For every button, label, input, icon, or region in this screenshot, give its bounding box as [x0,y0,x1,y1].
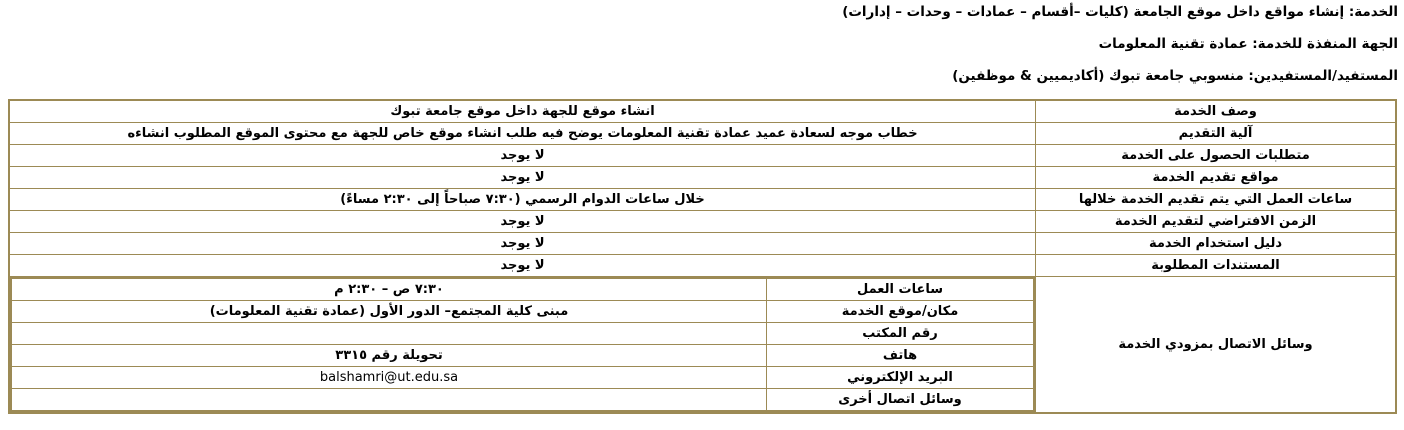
contact-section [9,277,1036,414]
row-label-documents: المستندات المطلوبة [1036,255,1397,277]
table-row [9,255,1396,277]
row-label-locations: مواقع تقديم الخدمة [1036,167,1397,189]
table-row [11,278,1034,301]
table-row [11,301,1034,323]
table-row [9,277,1396,414]
table-row [9,233,1396,255]
contact-label-phone: هاتف [767,345,1035,367]
contact-label-location: مكان/موقع الخدمة [767,301,1035,323]
row-value-requirements: لا يوجد [9,145,1036,167]
contact-value-other [11,389,767,412]
row-value-documents: لا يوجد [9,255,1036,277]
row-label-working-hours: ساعات العمل التي يتم تقديم الخدمة خلالها [1036,189,1397,211]
contact-value-hours: ٧:٣٠ ص – ٢:٣٠ م [11,278,767,301]
table-row [11,345,1034,367]
table-row [9,189,1396,211]
contact-label-office: رقم المكتب [767,323,1035,345]
beneficiary-line: المستفيد/المستفيدين: منسوبي جامعة تبوك (أكاديميين & موظفين) [952,68,1398,84]
service-details-table [8,99,1397,414]
table-row [11,389,1034,412]
row-label-user-guide: دليل استخدام الخدمة [1036,233,1397,255]
row-value-user-guide: لا يوجد [9,233,1036,255]
row-value-default-time: لا يوجد [9,211,1036,233]
contact-section-label: وسائل الاتصال بمزودي الخدمة [1036,277,1397,414]
row-label-requirements: متطلبات الحصول على الخدمة [1036,145,1397,167]
row-label-submission: آلية التقديم [1036,123,1397,145]
contact-value-phone: تحويلة رقم ٣٣١٥ [11,345,767,367]
table-row [9,211,1396,233]
table-row [9,123,1396,145]
table-row [9,100,1396,123]
contact-value-location: مبنى كلية المجتمع– الدور الأول (عمادة تقنية المعلومات) [11,301,767,323]
contact-email-link[interactable]: balshamri@ut.edu.sa [11,367,767,389]
contact-value-office [11,323,767,345]
row-value-description: انشاء موقع للجهة داخل موقع جامعة تبوك [9,100,1036,123]
row-label-description: وصف الخدمة [1036,100,1397,123]
provider-line: الجهة المنفذة للخدمة: عمادة تقنية المعلومات [1098,36,1398,52]
row-value-submission: خطاب موجه لسعادة عميد عمادة تقنية المعلومات يوضح فيه طلب انشاء موقع خاص للجهة مع محتوى الموقع المطلوب انشاءه [9,123,1036,145]
table-row [11,367,1034,389]
table-row [9,145,1396,167]
contact-table [10,277,1035,412]
contact-label-email: البريد الإلكتروني [767,367,1035,389]
table-row [9,167,1396,189]
contact-label-other: وسائل اتصال أخرى [767,389,1035,412]
contact-label-hours: ساعات العمل [767,278,1035,301]
service-title: الخدمة: إنشاء مواقع داخل موقع الجامعة (كليات –أقسام – عمادات – وحدات – إدارات) [842,4,1398,20]
row-value-working-hours: خلال ساعات الدوام الرسمي (٧:٣٠ صباحاً إلى ٢:٣٠ مساءً) [9,189,1036,211]
row-value-locations: لا يوجد [9,167,1036,189]
row-label-default-time: الزمن الافتراضي لتقديم الخدمة [1036,211,1397,233]
table-row [11,323,1034,345]
